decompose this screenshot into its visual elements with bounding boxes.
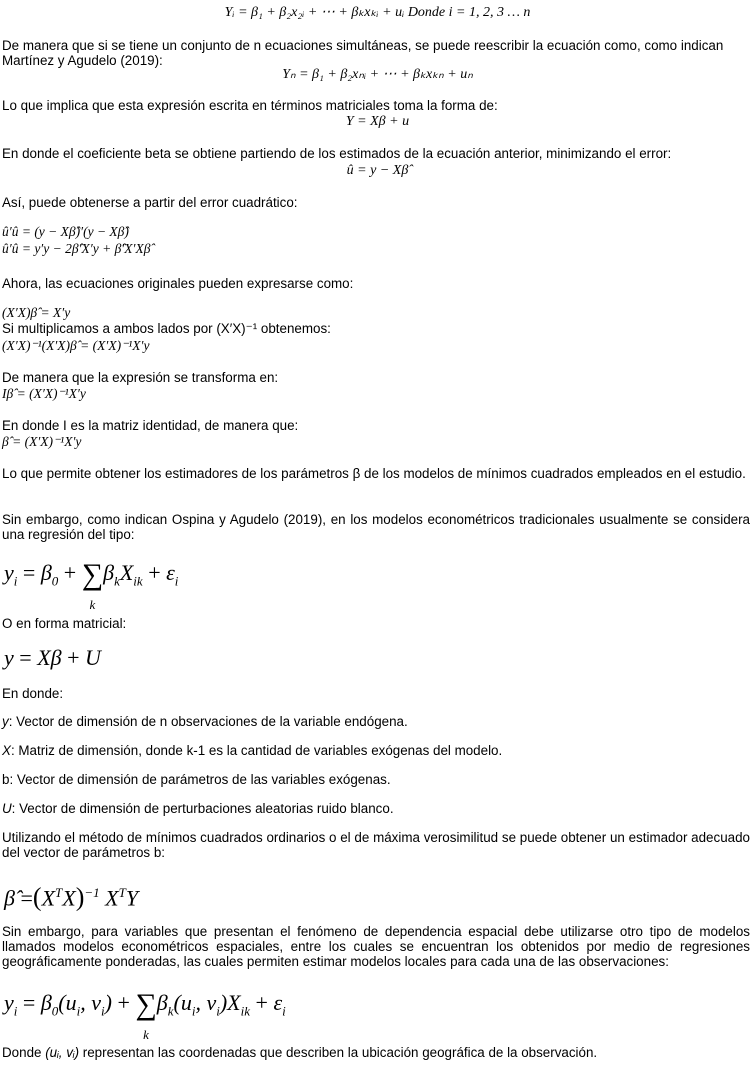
paragraph-squared-error: Así, puede obtenerse a partir del error cuadrático: [2,195,298,210]
equation-n-observations: Yₙ = β₁ + β₂xₙᵢ + ⋯ + βₖxₖₙ + uₙ [282,67,473,82]
equation-estimator: β̂ = (X′X)⁻¹X′y [2,434,82,449]
paragraph-ols: Utilizando el método de mínimos cuadrados ordinarios o el de máxima verosimilitud se puede obtener un estimador adecuado del vector de parámetros b: [2,830,750,860]
equation-matrix-form: y = Xβ + U [4,645,101,670]
paragraph-identity-matrix: En donde I es la matriz identidad, de manera que: [2,418,299,433]
paragraph-simultaneous-equations: De manera que si se tiene un conjunto de n ecuaciones simultáneas, se puede reescribir la ecuación como, como indican Martínez y Agudelo (2019): [2,38,724,68]
equation-identity: Iβ̂ = (X′X)⁻¹X′y [2,386,86,401]
paragraph-matrix-form-2: O en forma matricial: [2,616,127,631]
equation-matrix: Y = Xβ + u [345,114,410,129]
equation-squared-error-2: û′û = y′y − 2β̂′X′y + β̂′X′Xβ̂ [2,241,151,256]
paragraph-matrix-form: Lo que implica que esta expresión escrita en términos matriciales toma la forma de: [2,98,498,113]
definition-y: y: Vector de dimensión de n observaciones de la variable endógena. [2,714,408,729]
definition-u: U: Vector de dimensión de perturbaciones aleatorias ruido blanco. [2,801,394,816]
paragraph-traditional-models: Sin embargo, como indican Ospina y Agudelo (2019), en los modelos econométricos tradicionales usualmente se considera una regresión del tipo: [2,512,750,542]
paragraph-transform: De manera que la expresión se transforma en: [2,370,279,385]
equation-general-model: Yᵢ = β₁ + β₂x₂ᵢ + ⋯ + βₖxₖᵢ + uᵢ Donde i = 1, 2, 3 … n [224,5,531,20]
paragraph-where: En donde: [2,686,64,701]
paragraph-spatial-models: Sin embargo, para variables que presentan el fenómeno de dependencia espacial debe utilizarse otro tipo de modelos llamados modelos econométricos espaciales, entre los cuales se encuentran los obtenidos por medio de regresiones geográficamente ponderadas, las cuales permiten estimar modelos locales para cada una de las observaciones: [2,924,750,969]
equation-squared-error-1: û′û = (y − Xβ̂)′(y − Xβ̂) [2,224,129,239]
definition-x: X: Matriz de dimensión, donde k-1 es la cantidad de variables exógenas del modelo. [2,743,503,758]
equation-ols-estimator: β̂ $=(X^TX)^{-1}$ $X^TY$ [4,882,139,912]
paragraph-coordinates: Donde (uᵢ, vᵢ) representan las coordenadas que describen la ubicación geográfica de la observación. [2,1045,598,1060]
equation-regression: $y_i = \beta_0$ + ∑ k $\beta_kX_{ik} + \varepsilon_i$ [4,558,179,612]
equation-multiplied: (X′X)⁻¹(X′X)β̂ = (X′X)⁻¹X′y [2,338,150,353]
paragraph-beta-coefficient: En donde el coeficiente beta se obtiene partiendo de los estimados de la ecuación anterior, minimizando el error: [2,146,672,161]
paragraph-estimators: Lo que permite obtener los estimadores de los parámetros β de los modelos de mínimos cuadrados empleados en el estudio. [2,466,746,481]
equation-gwr: $y_i = \beta_0(u_i$, $v_i$) + ∑ k $\beta_k(u_i$, $v_i)X_{ik} + \varepsilon_i$ [4,988,286,1042]
paragraph-original-equations: Ahora, las ecuaciones originales pueden expresarse como: [2,276,354,291]
equation-normal: (X′X)β̂ = X′y [2,305,71,320]
paragraph-multiply: Si multiplicamos a ambos lados por (X′X)⁻¹ obtenemos: [2,321,331,336]
definition-b: b: Vector de dimensión de parámetros de las variables exógenas. [2,772,391,787]
equation-error: û = y − Xβ̂ [346,163,409,178]
